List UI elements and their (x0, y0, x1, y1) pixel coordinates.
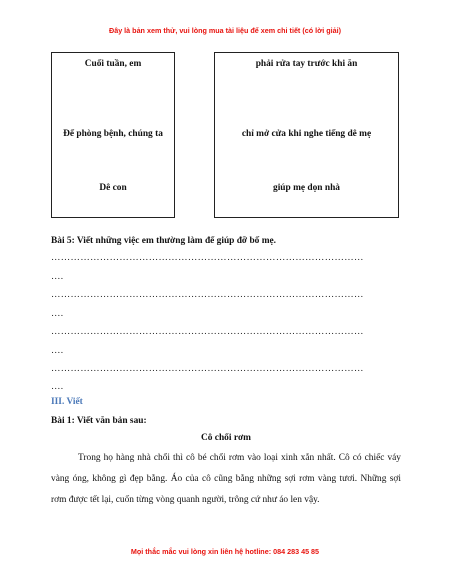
left-item-1: Cuối tuần, em (84, 59, 142, 69)
right-item-3: giúp mẹ dọn nhà (273, 182, 340, 193)
right-item-1: phải rửa tay trước khi ăn (255, 59, 358, 69)
hotline-banner: Mọi thắc mắc vui lòng xin liên hệ hotline: 084 283 45 85 (130, 547, 320, 556)
dotted-line-2: …………………………………………………………………………………… (51, 290, 364, 300)
story-text: Trong họ hàng nhà chổi thì cô bé chổi rơm vào loại xinh xắn nhất. Cô có chiếc váy vàng óng, không gì đẹp bằng. Áo của cô cũng bằng những sợi rơm vàng tươi. Những sợi rơm được tết lại, cuốn từng vòng quanh người, trông cứ như áo len vậy. (51, 453, 401, 505)
dotted-line-1-end: …. (51, 272, 64, 282)
story-title: Cô chổi rơm (201, 433, 251, 443)
left-matching-column (51, 52, 175, 218)
exercise-1-title: Bài 1: Viết văn bản sau: (51, 416, 147, 426)
dotted-line-1: …………………………………………………………………………………… (51, 253, 364, 263)
exercise-5-title: Bài 5: Viết những việc em thường làm để giúp đỡ bố mẹ. (51, 236, 277, 246)
right-matching-column (214, 52, 399, 218)
right-item-2: chỉ mở cửa khi nghe tiếng dê mẹ (241, 128, 372, 139)
section-title: III. Viết (51, 397, 83, 407)
dotted-line-4-end: …. (51, 382, 64, 392)
dotted-line-4: …………………………………………………………………………………… (51, 364, 364, 374)
dotted-line-3-end: …. (51, 346, 64, 356)
left-item-2: Để phòng bệnh, chúng ta (63, 128, 163, 139)
story-paragraph (51, 448, 401, 511)
dotted-line-2-end: …. (51, 309, 64, 319)
dotted-line-3: …………………………………………………………………………………… (51, 327, 364, 337)
preview-notice-banner: Đây là bản xem thử, vui lòng mua tài liệu để xem chi tiết (có lời giải) (109, 26, 341, 35)
left-item-3: Dê con (99, 182, 127, 193)
